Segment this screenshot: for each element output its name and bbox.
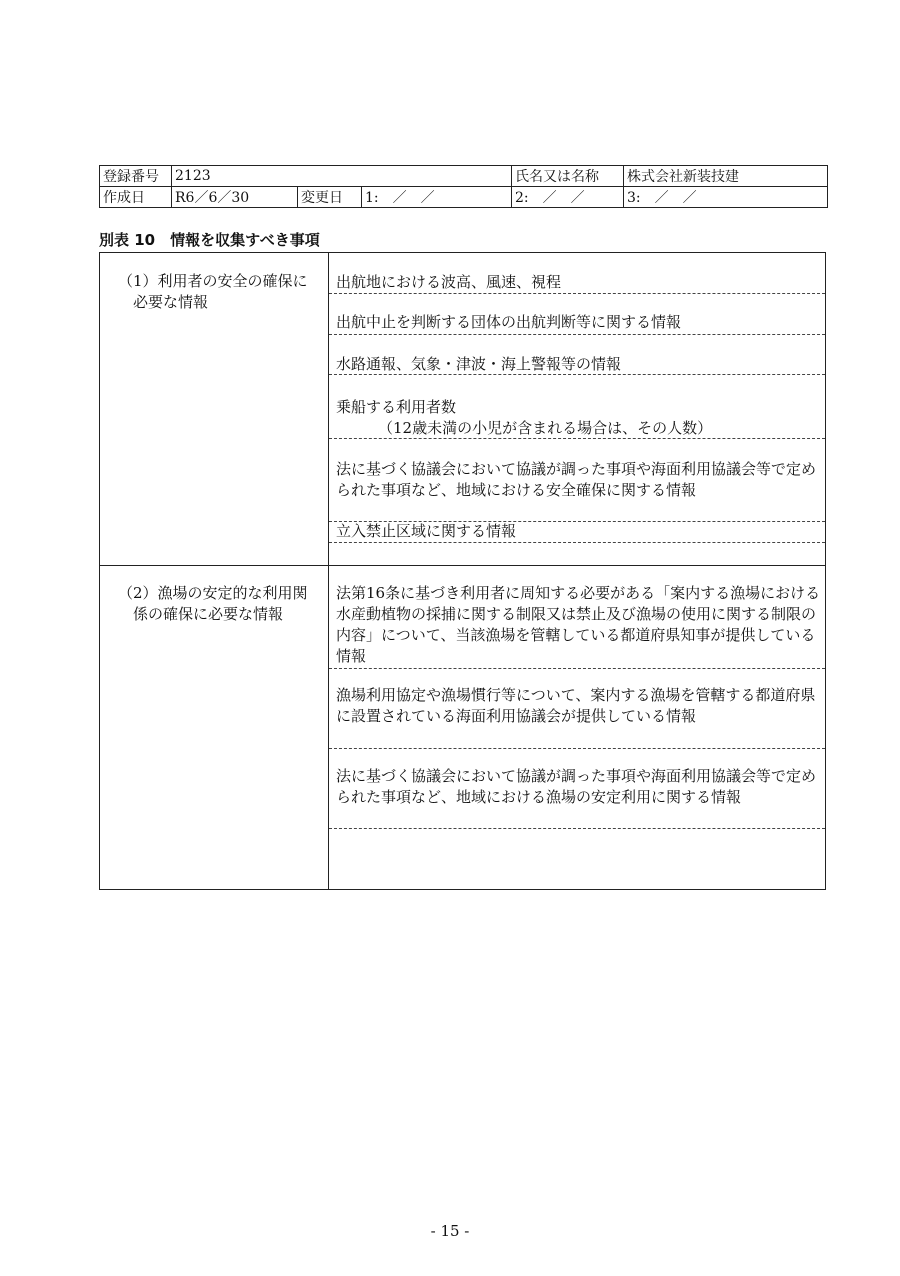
item-subtext: （12歳未満の小児が含まれる場合は、その人数） — [378, 419, 713, 437]
item-text: 立入禁止区域に関する情報 — [336, 522, 517, 540]
info-item — [329, 397, 825, 439]
info-item — [329, 685, 825, 749]
info-item — [329, 312, 825, 335]
info-item — [329, 459, 825, 522]
info-item — [329, 521, 825, 543]
change-3: 3: ／ ／ — [624, 187, 828, 208]
change-1: 1: ／ ／ — [362, 187, 512, 208]
section-category: （1）利用者の安全の確保に必要な情報 — [100, 253, 329, 565]
item-text: 法に基づく協議会において協議が調った事項や海面利用協議会等で定められた事項など、地域における漁場の安定利用に関する情報 — [336, 767, 817, 806]
item-text: 乗船する利用者数 — [336, 398, 457, 416]
item-text: 出航中止を判断する団体の出航判断等に関する情報 — [336, 313, 682, 331]
page-number: - 15 - — [430, 1222, 470, 1240]
item-text: 水路通報、気象・津波・海上警報等の情報 — [336, 355, 622, 373]
info-table — [99, 252, 826, 890]
reg-no-label: 登録番号 — [100, 166, 172, 187]
created-label: 作成日 — [100, 187, 172, 208]
info-item — [329, 766, 825, 829]
reg-no-value: 2123 — [172, 166, 512, 187]
section-items — [329, 565, 825, 889]
section-items — [329, 253, 825, 565]
section-row — [100, 253, 825, 566]
name-label: 氏名又は名称 — [512, 166, 624, 187]
header-table — [99, 165, 828, 208]
item-text: 法第16条に基づき利用者に周知する必要がある「案内する漁場における水産動植物の採捕に関する制限又は禁止及び漁場の使用に関する制限の内容」について、当該漁場を管轄している都道府県知事が提供している情報 — [336, 584, 821, 665]
info-item — [329, 583, 825, 669]
item-text: 漁場利用協定や漁場慣行等について、案内する漁場を管轄する都道府県に設置されている海面利用協議会が提供している情報 — [336, 686, 816, 725]
changed-label: 変更日 — [298, 187, 362, 208]
info-item — [329, 272, 825, 294]
name-value: 株式会社新装技建 — [624, 166, 828, 187]
item-text: 法に基づく協議会において協議が調った事項や海面利用協議会等で定められた事項など、地域における安全確保に関する情報 — [336, 460, 817, 499]
created-value: R6／6／30 — [172, 187, 298, 208]
section-row — [100, 565, 825, 889]
table-title: 別表 10 情報を収集すべき事項 — [99, 231, 320, 249]
change-2: 2: ／ ／ — [512, 187, 624, 208]
item-text: 出航地における波高、風速、視程 — [336, 273, 562, 291]
info-item — [329, 354, 825, 375]
section-category: （2）漁場の安定的な利用関係の確保に必要な情報 — [100, 565, 329, 889]
